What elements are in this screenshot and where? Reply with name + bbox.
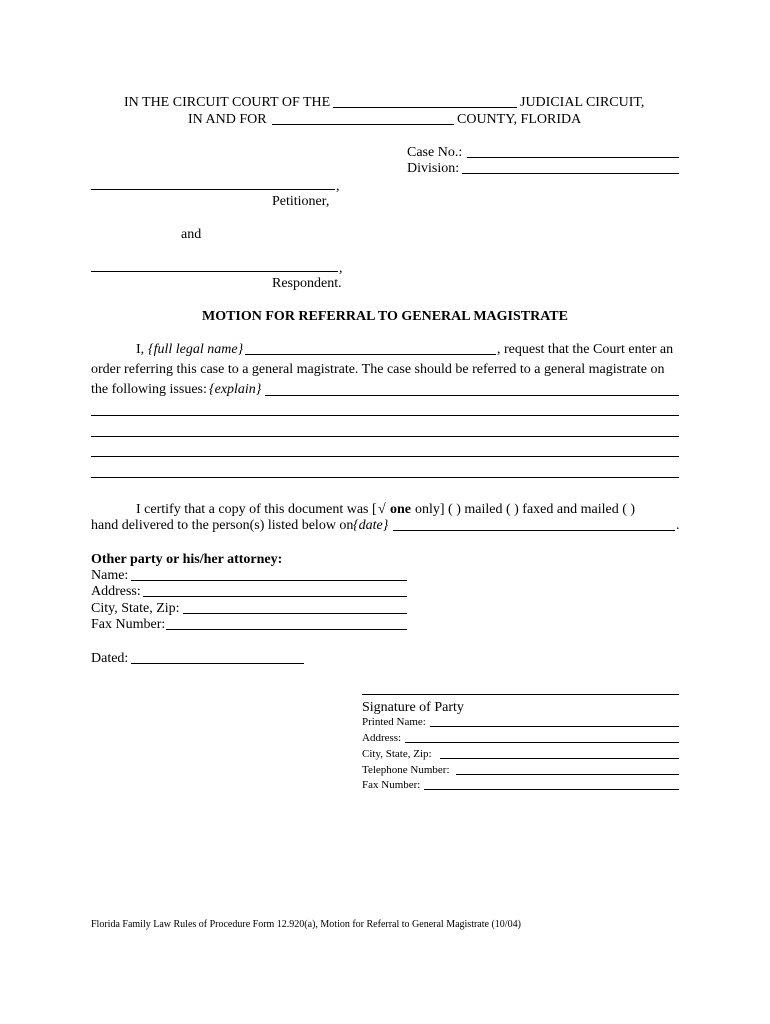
signature-fax-field[interactable] [424, 789, 679, 790]
other-party-city-label: City, State, Zip: [91, 601, 180, 616]
telephone-field[interactable] [456, 774, 679, 775]
dated-label: Dated: [91, 651, 129, 666]
certify-one-label: one [390, 502, 411, 517]
printed-name-field[interactable] [430, 726, 679, 727]
issues-field-line-2[interactable] [91, 415, 679, 416]
full-legal-name-field[interactable] [245, 354, 496, 355]
check-mark-icon: √ [378, 502, 386, 517]
certify-text-part2: only] ( ) mailed ( ) faxed and mailed ( ) [415, 502, 636, 517]
division-field[interactable] [462, 173, 679, 174]
other-party-fax-field[interactable] [166, 629, 407, 630]
respondent-name-field[interactable] [91, 271, 338, 272]
division-label: Division: [407, 161, 460, 176]
petitioner-name-field[interactable] [91, 189, 335, 190]
other-party-name-field[interactable] [131, 580, 407, 581]
signature-city-label: City, State, Zip: [362, 748, 432, 760]
document-title: MOTION FOR REFERRAL TO GENERAL MAGISTRATE [201, 309, 568, 324]
header-county-suffix: COUNTY, FLORIDA [457, 112, 582, 127]
issues-field-line-5[interactable] [91, 477, 679, 478]
issues-field-line-3[interactable] [91, 436, 679, 437]
signature-fax-label: Fax Number: [362, 779, 421, 791]
other-party-address-field[interactable] [143, 596, 407, 597]
county-field[interactable] [272, 124, 454, 125]
issues-field-line-1[interactable] [265, 395, 679, 396]
form-footer: Florida Family Law Rules of Procedure Form 12.920(a), Motion for Referral to General Magistrate (10/04) [91, 919, 521, 930]
request-i-label: I, [136, 342, 145, 357]
full-legal-name-hint: {full legal name} [148, 342, 244, 357]
and-label: and [181, 227, 202, 242]
certify-text-part1: I certify that a copy of this document was [ [136, 502, 377, 517]
telephone-label: Telephone Number: [362, 764, 450, 776]
petitioner-comma: , [336, 179, 340, 194]
date-hint: {date} [353, 518, 389, 533]
other-party-name-label: Name: [91, 568, 129, 583]
signature-label: Signature of Party [362, 700, 464, 715]
case-no-field[interactable] [467, 157, 679, 158]
other-party-heading: Other party or his/her attorney: [91, 552, 283, 567]
respondent-comma: , [339, 261, 343, 276]
petitioner-label: Petitioner, [272, 194, 330, 209]
other-party-fax-label: Fax Number: [91, 617, 166, 632]
other-party-address-label: Address: [91, 584, 141, 599]
signature-address-label: Address: [362, 732, 402, 744]
certify-date-field[interactable] [393, 530, 675, 531]
certify-period: . [676, 518, 680, 533]
certify-line2-prefix: hand delivered to the person(s) listed below on [91, 518, 354, 533]
case-no-label: Case No.: [407, 145, 463, 160]
request-line-2: order referring this case to a general magistrate. The case should be referred to a general magistrate on [91, 362, 665, 377]
issues-field-line-4[interactable] [91, 456, 679, 457]
header-circuit-suffix: JUDICIAL CIRCUIT, [520, 95, 645, 110]
other-party-city-field[interactable] [183, 613, 407, 614]
signature-city-field[interactable] [440, 758, 679, 759]
header-county-prefix: IN AND FOR [188, 112, 267, 127]
request-text: , request that the Court enter an [497, 342, 674, 357]
printed-name-label: Printed Name: [362, 716, 426, 728]
issues-label: the following issues: [91, 382, 207, 397]
respondent-label: Respondent. [272, 276, 342, 291]
signature-field[interactable] [362, 694, 679, 695]
judicial-circuit-field[interactable] [333, 107, 517, 108]
signature-address-field[interactable] [405, 742, 679, 743]
explain-hint: {explain} [209, 382, 262, 397]
dated-field[interactable] [131, 663, 304, 664]
header-court-prefix: IN THE CIRCUIT COURT OF THE [124, 95, 331, 110]
